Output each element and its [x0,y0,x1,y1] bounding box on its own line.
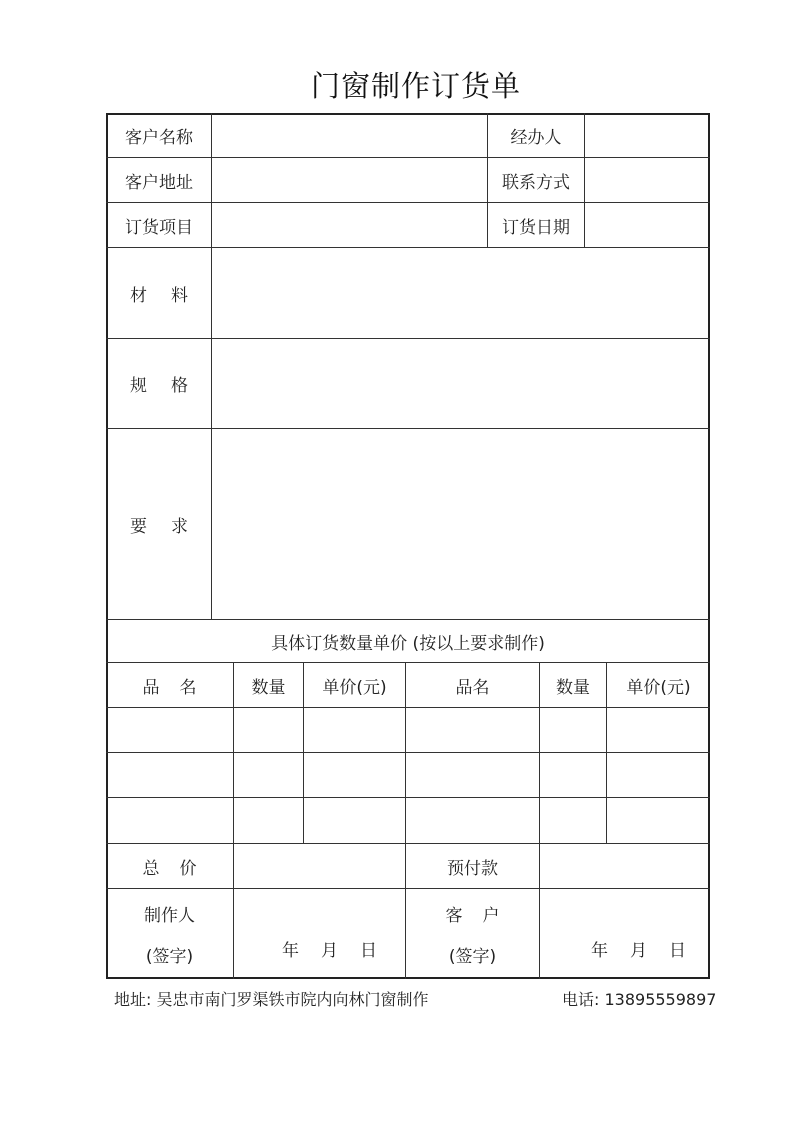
product-name-char-2: 名 [179,677,197,698]
total-label-char-1: 总 [142,858,160,879]
requirements-label-char-2: 求 [171,516,188,537]
order-row-1-price-2[interactable] [607,708,710,752]
contact-label: 联系方式 [502,172,570,193]
order-row-3-product[interactable] [106,798,233,843]
specification-label [106,339,212,428]
maker-signature-label [106,889,233,979]
requirements-field[interactable] [212,429,710,619]
customer-sign-note: (签字) [448,947,497,967]
order-section-heading: 具体订货数量单价 (按以上要求制作) [271,633,545,654]
prepayment-label: 预付款 [447,858,498,879]
requirements-label-char-1: 要 [130,516,147,537]
order-row-1-quantity-2[interactable] [540,708,606,752]
material-label-char-1: 材 [130,285,147,306]
specification-field[interactable] [212,339,710,428]
order-row-2-product-2[interactable] [406,753,539,797]
total-price-field[interactable] [234,844,405,888]
maker-date-day: 日 [360,941,377,961]
order-row-2-price-2[interactable] [607,753,710,797]
material-field[interactable] [212,248,710,338]
customer-label [446,901,500,926]
column-header-product-name [106,663,233,707]
order-date-field[interactable] [585,203,710,247]
order-item-label: 订货项目 [125,217,193,238]
order-row-3-product-2[interactable] [406,798,539,843]
specification-label-char-2: 格 [171,376,188,396]
customer-address-field[interactable] [212,158,487,202]
product-name-char-1: 品 [142,677,160,698]
order-row-2-price[interactable] [304,753,405,797]
order-row-1-product[interactable] [106,708,233,752]
customer-date-year: 年 [591,941,608,961]
maker-date-month: 月 [321,941,338,961]
order-row-3-price[interactable] [304,798,405,843]
prepayment-field[interactable] [540,844,710,888]
total-label-char-2: 价 [179,858,197,879]
customer-name-field[interactable] [212,113,487,157]
maker-date-year: 年 [282,941,299,961]
order-row-3-quantity[interactable] [234,798,303,843]
column-header-quantity: 数量 [251,677,286,698]
order-row-1-price[interactable] [304,708,405,752]
column-header-quantity-2: 数量 [556,677,590,698]
customer-label-char-1: 客 [445,906,463,926]
footer-address: 地址: 吴忠市南门罗渠铁市院内向林门窗制作 [114,990,429,1009]
order-row-2-quantity-2[interactable] [540,753,606,797]
footer-phone: 电话: 13895559897 [562,990,717,1009]
customer-date-month: 月 [630,941,647,961]
customer-label-char-2: 户 [482,906,500,926]
order-row-2-quantity[interactable] [234,753,303,797]
order-row-1-quantity[interactable] [234,708,303,752]
maker-signature-field[interactable] [234,889,405,979]
total-price-label [106,844,233,888]
column-header-unit-price: 单价(元) [322,677,387,698]
order-item-field[interactable] [212,203,487,247]
maker-label: 制作人 [144,906,195,926]
order-row-3-quantity-2[interactable] [540,798,606,843]
handler-field[interactable] [585,113,710,157]
specification-label-char-1: 规 [130,376,147,396]
material-label [106,248,212,338]
requirements-label [106,429,212,619]
customer-address-label: 客户地址 [125,172,193,193]
column-header-product-name-2: 品名 [455,677,490,698]
document-title: 门窗制作订货单 [310,69,521,103]
customer-signature-label [406,889,539,979]
column-header-unit-price-2: 单价(元) [626,677,691,698]
order-date-label: 订货日期 [502,217,570,238]
order-row-3-price-2[interactable] [607,798,710,843]
customer-date-day: 日 [669,941,686,961]
material-label-char-2: 料 [171,285,188,306]
contact-field[interactable] [585,158,710,202]
order-row-1-product-2[interactable] [406,708,539,752]
maker-sign-note: (签字) [145,947,194,967]
customer-name-label: 客户名称 [125,127,193,148]
customer-signature-field[interactable] [540,889,710,979]
order-row-2-product[interactable] [106,753,233,797]
handler-label: 经办人 [510,127,562,148]
